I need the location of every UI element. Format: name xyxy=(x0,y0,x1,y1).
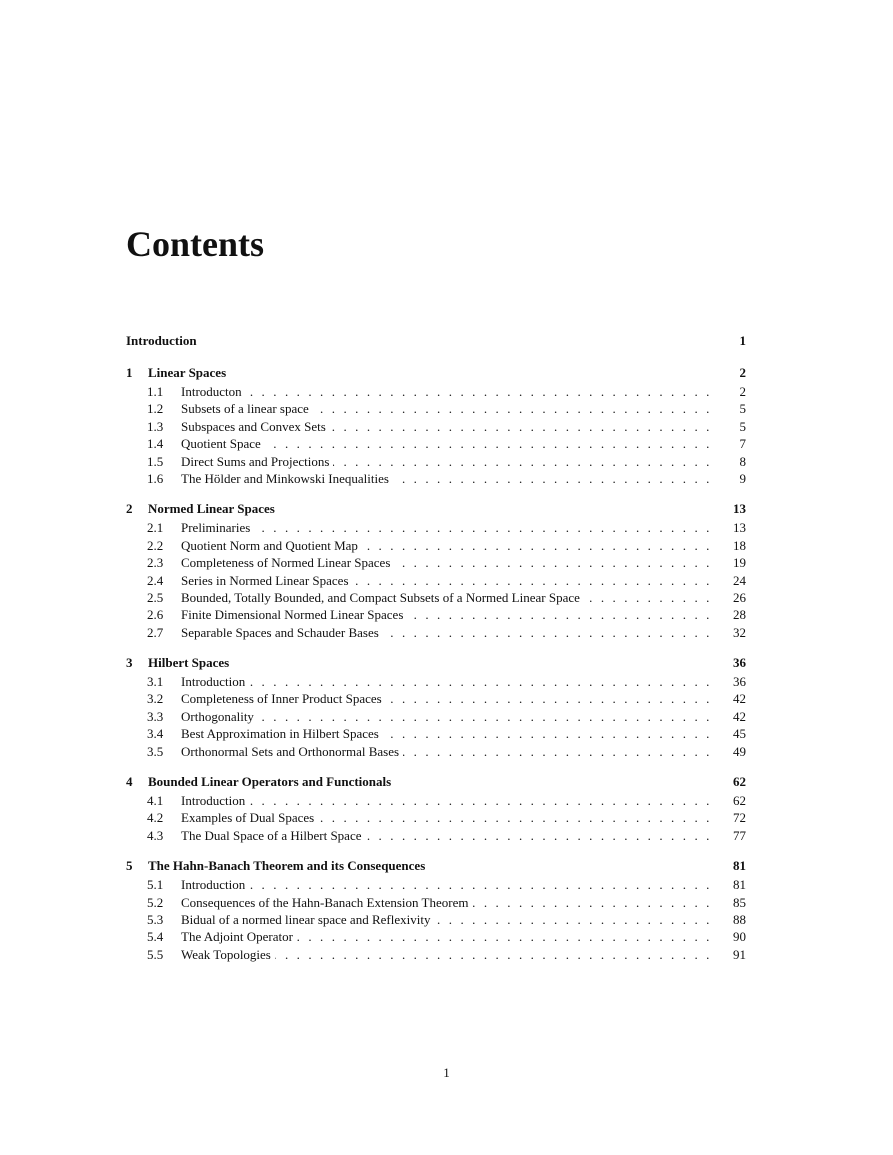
dot-leader xyxy=(393,470,712,487)
dot-leader xyxy=(584,589,712,606)
toc-section-entry[interactable] xyxy=(126,928,746,945)
section-number: 3.2 xyxy=(147,691,164,707)
section-page-number: 5 xyxy=(739,418,746,434)
toc-section-entry[interactable] xyxy=(126,708,746,725)
chapter-block xyxy=(126,856,746,963)
dot-leader xyxy=(386,690,712,707)
section-number: 1.1 xyxy=(147,384,164,399)
introduction-title: Introduction xyxy=(126,333,197,348)
dot-leader xyxy=(297,928,712,945)
section-title: Finite Dimensional Normed Linear Spaces xyxy=(181,607,404,623)
section-title: Introduction xyxy=(181,674,246,690)
toc-section-entry[interactable] xyxy=(126,435,746,452)
section-page-number: 5 xyxy=(739,401,746,417)
footer-page-number: 1 xyxy=(443,1065,450,1080)
section-page-number: 49 xyxy=(733,743,746,759)
section-number: 5.4 xyxy=(147,929,164,945)
page-title: Contents xyxy=(126,224,265,264)
dot-leader xyxy=(434,911,712,928)
chapter-number: 1 xyxy=(126,365,133,380)
section-title: Bidual of a normed linear space and Reflexivity xyxy=(181,911,431,927)
toc-chapter-entry[interactable] xyxy=(126,363,746,383)
dot-leader xyxy=(383,725,712,742)
section-title: Completeness of Normed Linear Spaces xyxy=(181,555,391,571)
chapter-block xyxy=(126,772,746,844)
chapter-title: Hilbert Spaces xyxy=(148,655,230,671)
dot-leader xyxy=(383,624,712,641)
section-number: 2.2 xyxy=(147,537,164,553)
section-title: The Hölder and Minkowski Inequalities xyxy=(181,470,389,486)
dot-leader xyxy=(362,537,712,554)
dot-leader xyxy=(275,946,712,963)
toc-section-entry[interactable] xyxy=(126,537,746,554)
section-title: The Dual Space of a Hilbert Space xyxy=(181,827,362,843)
introduction-page-number: 1 xyxy=(739,333,746,348)
section-title: Preliminaries xyxy=(181,520,251,536)
section-number: 5.2 xyxy=(147,894,164,910)
section-title: Separable Spaces and Schauder Bases xyxy=(181,624,379,640)
toc-section-entry[interactable] xyxy=(126,946,746,963)
section-title: Completeness of Inner Product Spaces xyxy=(181,691,382,707)
chapter-page-number: 62 xyxy=(733,774,746,790)
section-title: Bounded, Totally Bounded, and Compact Subsets of a Normed Linear Space xyxy=(181,589,580,605)
section-page-number: 26 xyxy=(733,589,746,605)
toc-section-entry[interactable] xyxy=(126,792,746,809)
section-page-number: 36 xyxy=(733,674,746,690)
dot-leader xyxy=(365,827,712,844)
section-page-number: 45 xyxy=(733,726,746,742)
toc-introduction-entry[interactable] xyxy=(126,331,746,351)
section-page-number: 72 xyxy=(733,810,746,826)
section-page-number: 13 xyxy=(733,520,746,536)
section-page-number: 42 xyxy=(733,691,746,707)
chapter-block xyxy=(126,363,746,487)
section-title: Series in Normed Linear Spaces xyxy=(181,572,349,588)
dot-leader xyxy=(249,876,712,893)
section-title: Direct Sums and Projections xyxy=(181,453,330,469)
dot-leader xyxy=(246,383,712,400)
section-number: 4.2 xyxy=(147,810,164,826)
section-number: 3.3 xyxy=(147,708,164,724)
toc-section-entry[interactable] xyxy=(126,894,746,911)
section-page-number: 91 xyxy=(733,946,746,962)
toc-section-entry[interactable] xyxy=(126,470,746,487)
toc-section-entry[interactable] xyxy=(126,453,746,470)
toc-section-entry[interactable] xyxy=(126,743,746,760)
dot-leader xyxy=(394,554,712,571)
section-page-number: 85 xyxy=(733,894,746,910)
toc-section-entry[interactable] xyxy=(126,725,746,742)
chapter-block xyxy=(126,499,746,641)
chapter-title: The Hahn-Banach Theorem and its Consequences xyxy=(148,858,426,874)
section-number: 1.6 xyxy=(147,470,164,486)
dot-leader xyxy=(353,572,712,589)
chapter-number: 3 xyxy=(126,655,133,671)
dot-leader xyxy=(333,453,712,470)
section-number: 1.3 xyxy=(147,418,164,434)
dot-leader xyxy=(254,519,712,536)
section-title: Quotient Space xyxy=(181,436,261,452)
toc-section-entry[interactable] xyxy=(126,911,746,928)
section-page-number: 9 xyxy=(739,470,746,486)
section-page-number: 18 xyxy=(733,537,746,553)
toc-section-entry[interactable] xyxy=(126,519,746,536)
toc-chapter-entry[interactable] xyxy=(126,499,746,519)
toc-section-entry[interactable] xyxy=(126,554,746,571)
section-page-number: 77 xyxy=(733,827,746,843)
section-number: 2.5 xyxy=(147,589,164,605)
section-number: 1.4 xyxy=(147,436,164,452)
section-page-number: 8 xyxy=(739,453,746,469)
toc-section-entry[interactable] xyxy=(126,673,746,690)
section-page-number: 24 xyxy=(733,572,746,588)
section-title: Weak Topologies xyxy=(181,946,271,962)
section-title: Introduction xyxy=(181,877,246,893)
dot-leader xyxy=(330,418,712,435)
section-page-number: 32 xyxy=(733,624,746,640)
section-page-number: 90 xyxy=(733,929,746,945)
toc-section-entry[interactable] xyxy=(126,690,746,707)
section-number: 1.5 xyxy=(147,453,164,469)
chapter-page-number: 81 xyxy=(733,858,746,874)
toc-section-entry[interactable] xyxy=(126,400,746,417)
section-title: Examples of Dual Spaces xyxy=(181,810,315,826)
toc-section-entry[interactable] xyxy=(126,572,746,589)
toc-chapter-entry[interactable] xyxy=(126,772,746,792)
section-title: Consequences of the Hahn-Banach Extension Theorem xyxy=(181,894,469,910)
toc-section-entry[interactable] xyxy=(126,418,746,435)
section-page-number: 19 xyxy=(733,555,746,571)
toc-section-entry[interactable] xyxy=(126,624,746,641)
chapter-page-number: 36 xyxy=(733,655,746,671)
dot-leader xyxy=(249,673,712,690)
section-title: Orthonormal Sets and Orthonormal Bases xyxy=(181,743,400,759)
chapter-title: Normed Linear Spaces xyxy=(148,501,275,517)
section-number: 3.1 xyxy=(147,674,164,690)
section-title: Subspaces and Convex Sets xyxy=(181,418,326,434)
dot-leader xyxy=(265,435,712,452)
chapter-number: 2 xyxy=(126,501,133,517)
section-number: 5.1 xyxy=(147,877,164,893)
dot-leader xyxy=(313,400,712,417)
toc-section-entry[interactable] xyxy=(126,383,746,400)
section-number: 2.6 xyxy=(147,607,164,623)
section-title: Orthogonality xyxy=(181,708,254,724)
section-page-number: 28 xyxy=(733,607,746,623)
chapter-page-number: 2 xyxy=(739,365,746,380)
dot-leader xyxy=(407,606,712,623)
chapter-title: Linear Spaces xyxy=(148,365,227,380)
section-page-number: 62 xyxy=(733,793,746,809)
section-page-number: 2 xyxy=(739,384,746,399)
section-page-number: 42 xyxy=(733,708,746,724)
toc-section-entry[interactable] xyxy=(126,809,746,826)
chapter-block xyxy=(126,653,746,760)
section-page-number: 7 xyxy=(739,436,746,452)
chapter-number: 5 xyxy=(126,858,133,874)
table-of-contents xyxy=(126,331,746,963)
section-number: 2.3 xyxy=(147,555,164,571)
chapter-page-number: 13 xyxy=(733,501,746,517)
section-page-number: 88 xyxy=(733,911,746,927)
section-number: 5.5 xyxy=(147,946,164,962)
section-number: 2.7 xyxy=(147,624,164,640)
toc-section-entry[interactable] xyxy=(126,876,746,893)
section-number: 3.4 xyxy=(147,726,164,742)
dot-leader xyxy=(472,894,712,911)
dot-leader xyxy=(318,809,712,826)
dot-leader xyxy=(249,792,712,809)
section-title: Subsets of a linear space xyxy=(181,401,309,417)
section-number: 4.1 xyxy=(147,793,164,809)
toc-section-entry[interactable] xyxy=(126,606,746,623)
toc-section-entry[interactable] xyxy=(126,589,746,606)
section-number: 4.3 xyxy=(147,827,164,843)
dot-leader xyxy=(403,743,712,760)
section-title: Introducton xyxy=(181,384,242,399)
section-number: 3.5 xyxy=(147,743,164,759)
toc-section-entry[interactable] xyxy=(126,827,746,844)
chapter-list xyxy=(126,363,746,963)
section-number: 2.1 xyxy=(147,520,164,536)
chapter-title: Bounded Linear Operators and Functionals xyxy=(148,774,392,790)
section-page-number: 81 xyxy=(733,877,746,893)
section-number: 5.3 xyxy=(147,911,164,927)
chapter-number: 4 xyxy=(126,774,133,790)
section-number: 1.2 xyxy=(147,401,164,417)
section-title: Quotient Norm and Quotient Map xyxy=(181,537,358,553)
section-title: The Adjoint Operator xyxy=(181,929,293,945)
section-title: Introduction xyxy=(181,793,246,809)
dot-leader xyxy=(258,708,712,725)
section-number: 2.4 xyxy=(147,572,164,588)
toc-chapter-entry[interactable] xyxy=(126,653,746,673)
section-title: Best Approximation in Hilbert Spaces xyxy=(181,726,379,742)
toc-chapter-entry[interactable] xyxy=(126,856,746,876)
